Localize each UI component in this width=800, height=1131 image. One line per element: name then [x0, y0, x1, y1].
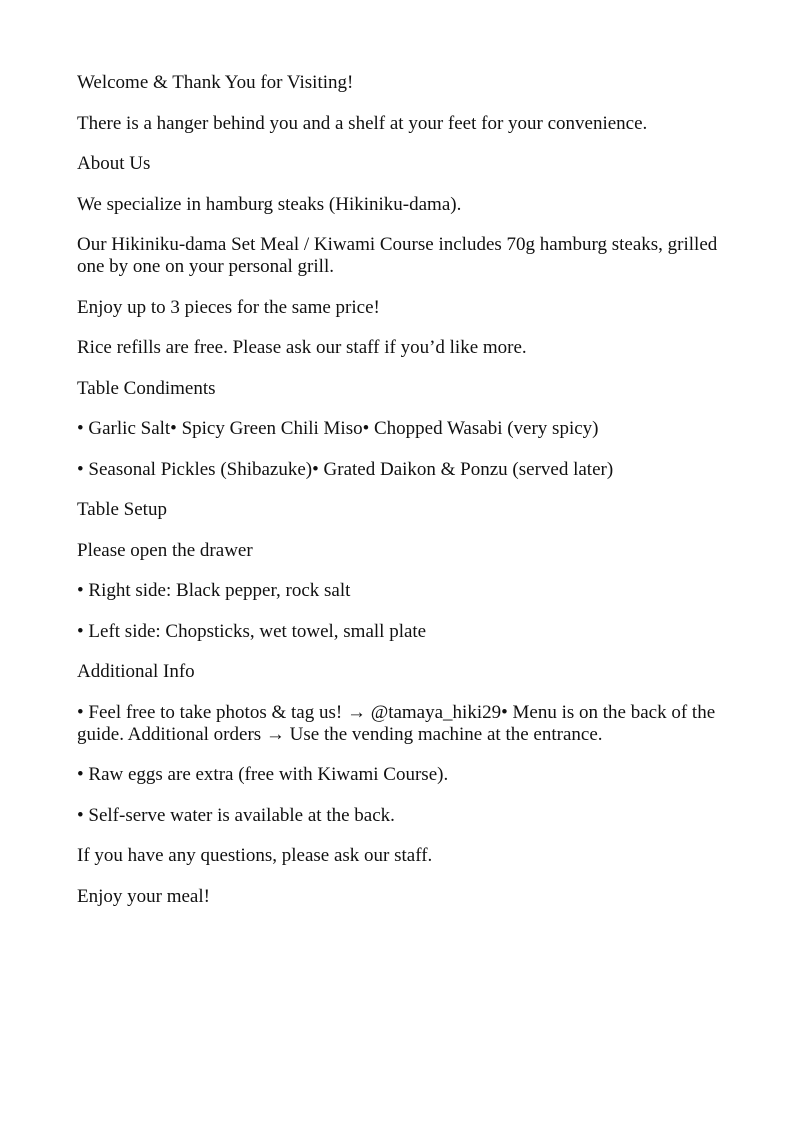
closing-text: Enjoy your meal!	[77, 885, 210, 907]
questions-note: If you have any questions, please ask our staff.	[77, 845, 433, 866]
drawer-instruction: Please open the drawer	[77, 539, 253, 561]
about-us-heading: About Us	[77, 153, 151, 174]
table-setup-heading: Table Setup	[77, 499, 167, 520]
set-meal-text: Our Hikiniku-dama Set Meal / Kiwami Course includes 70g hamburg steaks, grilled one by one on your personal grill.	[77, 234, 718, 277]
hanger-shelf-note: There is a hanger behind you and a shelf at your feet for your convenience.	[77, 112, 648, 134]
rice-refill-text: Rice refills are free. Please ask our staff if you’d like more.	[77, 337, 527, 358]
info-list-item: • Raw eggs are extra (free with Kiwami Course).	[77, 764, 449, 785]
info-list-item: • Self-serve water is available at the back.	[77, 804, 395, 826]
specialty-text: We specialize in hamburg steaks (Hikiniku-dama).	[77, 193, 462, 215]
drawer-right-side-item: • Right side: Black pepper, rock salt	[77, 580, 351, 601]
table-condiments-heading: Table Condiments	[77, 377, 216, 399]
guide-document	[77, 72, 737, 926]
info-list-item: • Feel free to take photos & tag us! → @tamaya_hiki29• Menu is on the back of the guide. Additional orders → Use the vending machine at the entrance.	[77, 701, 716, 745]
condiments-list-item: • Seasonal Pickles (Shibazuke)• Grated Daikon & Ponzu (served later)	[77, 458, 614, 480]
condiments-list-item: • Garlic Salt• Spicy Green Chili Miso• Chopped Wasabi (very spicy)	[77, 418, 599, 439]
additional-info-heading: Additional Info	[77, 661, 195, 682]
pieces-offer-text: Enjoy up to 3 pieces for the same price!	[77, 296, 380, 318]
welcome-heading: Welcome & Thank You for Visiting!	[77, 72, 354, 93]
drawer-left-side-item: • Left side: Chopsticks, wet towel, small plate	[77, 620, 427, 642]
